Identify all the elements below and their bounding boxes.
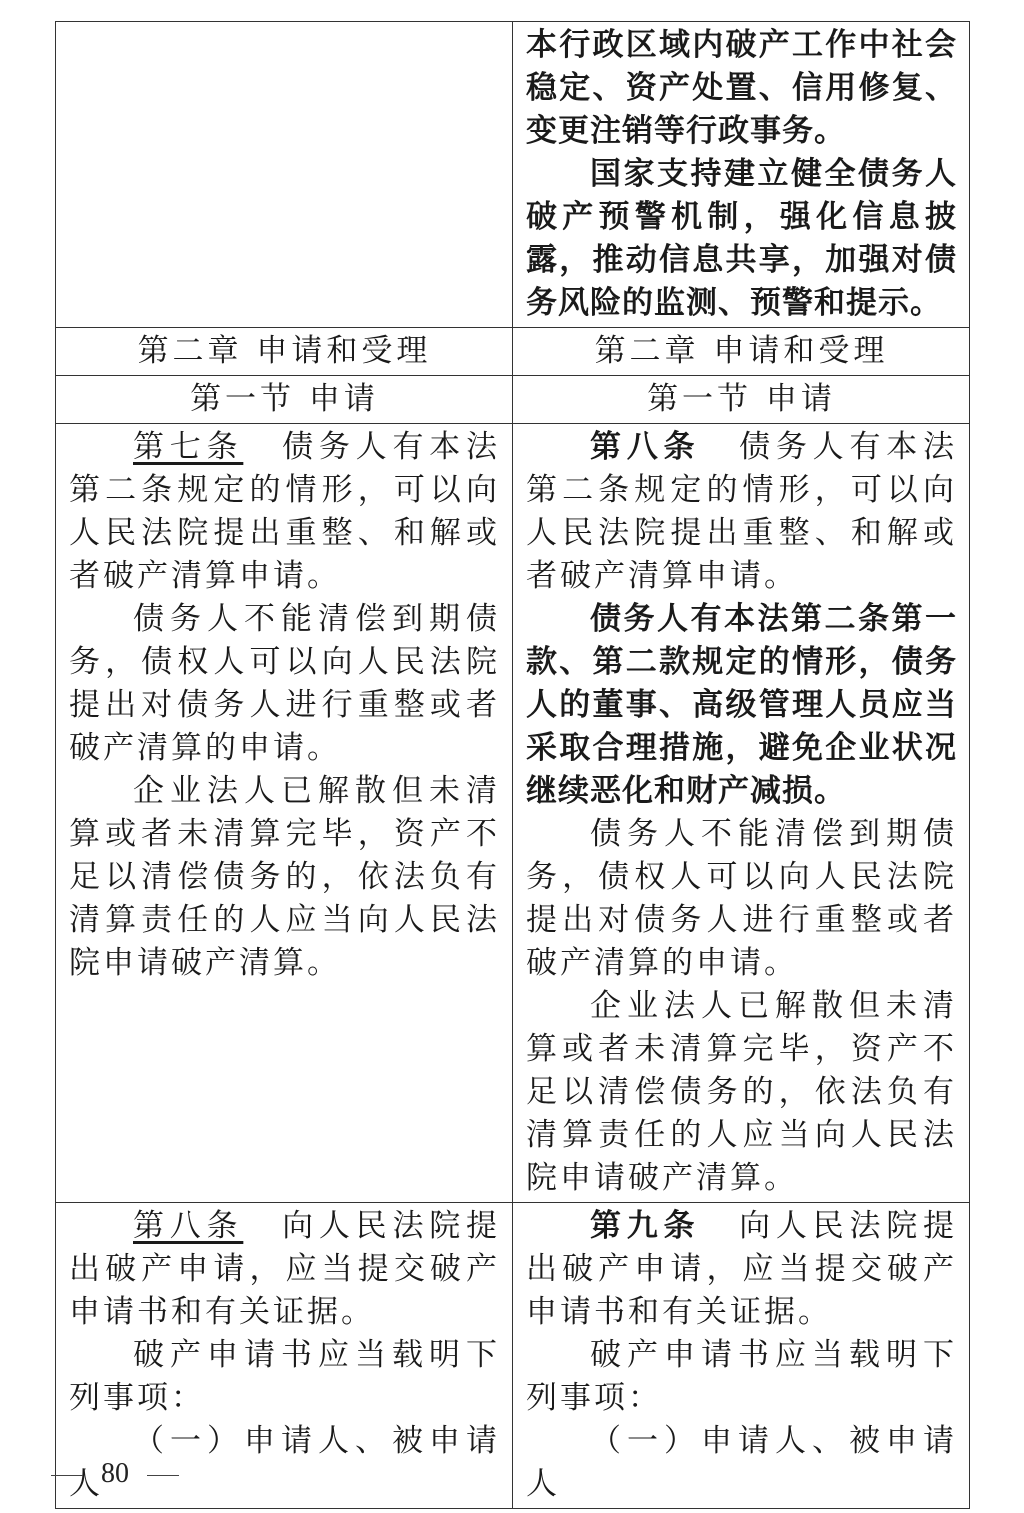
left-cell-empty <box>56 22 513 328</box>
paragraph: 债务人不能清偿到期债务，债权人可以向人民法院提出对债务人进行重整或者破产清算的申请。 <box>69 601 500 766</box>
dash-left <box>51 1475 83 1476</box>
paragraph: 第八条 债务人有本法第二条规定的情形，可以向人民法院提出重整、和解或者破产清算申请。 <box>526 429 958 594</box>
right-cell <box>513 1203 970 1509</box>
paragraph: 破产申请书应当载明下列事项： <box>526 1337 957 1416</box>
chapter-heading-right: 第二章 申请和受理 <box>513 328 970 376</box>
page-number: 80 <box>101 1458 129 1489</box>
paragraph: 第七条 债务人有本法第二条规定的情形，可以向人民法院提出重整、和解或者破产清算申请。 <box>69 429 501 594</box>
paragraph: 第八条 向人民法院提出破产申请，应当提交破产申请书和有关证据。 <box>69 1208 501 1330</box>
dash-right <box>147 1475 179 1476</box>
paragraph: 债务人不能清偿到期债务，债权人可以向人民法院提出对债务人进行重整或者破产清算的申请。 <box>526 816 957 981</box>
right-cell <box>513 424 970 1203</box>
section-row <box>56 376 970 424</box>
table-row <box>56 22 970 328</box>
paragraph: 企业法人已解散但未清算或者未清算完毕，资产不足以清偿债务的，依法负有清算责任的人应当向人民法院申请破产清算。 <box>526 988 957 1196</box>
paragraph-added: 债务人有本法第二条第一款、第二款规定的情形，债务人的董事、高级管理人员应当采取合理措施，避免企业状况继续恶化和财产减损。 <box>526 601 957 809</box>
paragraph: 本行政区域内破产工作中社会稳定、资产处置、信用修复、变更注销等行政事务。 <box>526 27 957 149</box>
chapter-row <box>56 328 970 376</box>
table-row <box>56 424 970 1203</box>
paragraph: 破产申请书应当载明下列事项： <box>69 1337 500 1416</box>
article-number: 第八条 <box>133 1208 244 1244</box>
paragraph: 第九条 向人民法院提出破产申请，应当提交破产申请书和有关证据。 <box>526 1208 958 1330</box>
paragraph: （一）申请人、被申请人 <box>69 1423 500 1502</box>
article-number: 第七条 <box>133 429 244 465</box>
chapter-heading-left: 第二章 申请和受理 <box>56 328 513 376</box>
section-heading-right: 第一节 申请 <box>513 376 970 424</box>
paragraph: 国家支持建立健全债务人破产预警机制，强化信息披露，推动信息共享，加强对债务风险的监测、预警和提示。 <box>526 156 957 321</box>
page-footer <box>0 1458 230 1490</box>
left-cell <box>56 424 513 1203</box>
comparison-table <box>55 21 970 1509</box>
right-cell <box>513 22 970 328</box>
section-heading-left: 第一节 申请 <box>56 376 513 424</box>
article-number: 第九条 <box>590 1208 701 1244</box>
paragraph: 企业法人已解散但未清算或者未清算完毕，资产不足以清偿债务的，依法负有清算责任的人应当向人民法院申请破产清算。 <box>69 773 500 981</box>
paragraph: （一）申请人、被申请人 <box>526 1423 957 1502</box>
article-number: 第八条 <box>590 429 701 465</box>
